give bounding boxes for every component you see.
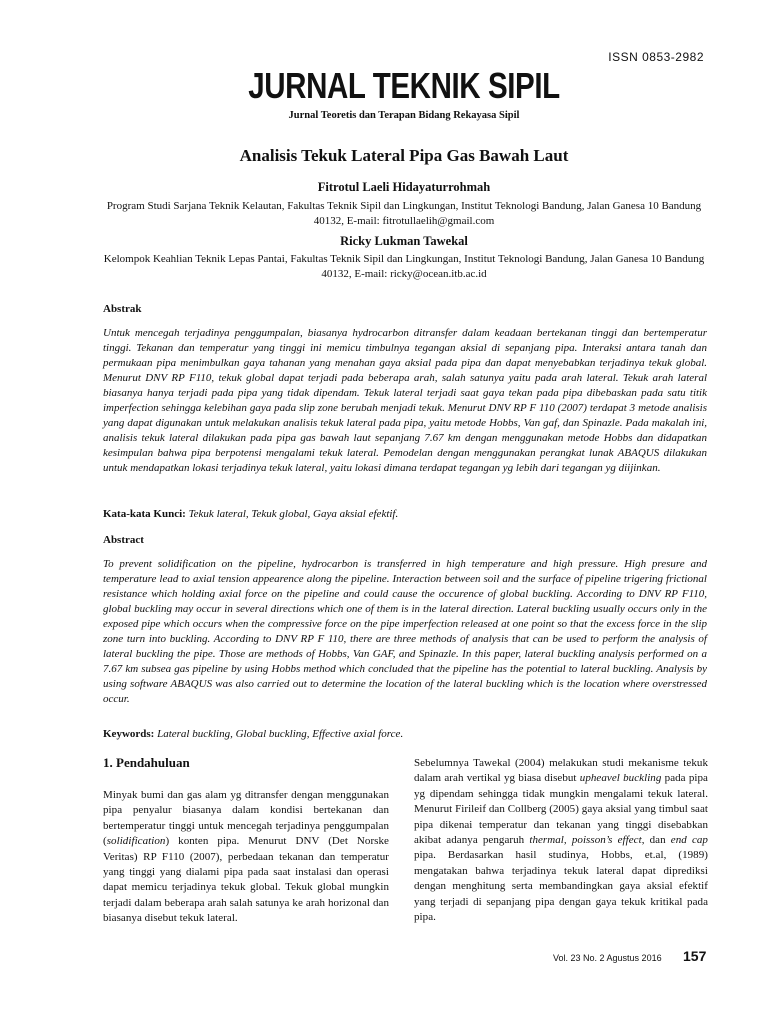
journal-subtitle: Jurnal Teoretis dan Terapan Bidang Rekayasa Sipil [288, 110, 520, 121]
body-column-left [103, 788, 389, 927]
body-italic-term: solidification [106, 835, 166, 848]
kata-kunci-line [103, 508, 707, 520]
footer-volume: Vol. 23 No. 2 Agustus 2016 [553, 953, 662, 963]
keywords-label: Keywords: [103, 728, 155, 740]
author-affiliation-2: Kelompok Keahlian Teknik Lepas Pantai, Fakultas Teknik Sipil dan Lingkungan, Institut Teknologi Bandung, Jalan Ganesa 10 Bandung 40132, E-mail: ricky@ocean.itb.ac.id [103, 253, 705, 280]
body-italic-term: end cap [670, 834, 708, 847]
abstrak-body: Untuk mencegah terjadinya penggumpalan, biasanya hydrocarbon ditransfer dalam keadaan bertekanan tinggi dan bertemperatur tinggi. Tekanan dan temperatur yang tinggi ini memicu timbulnya tegangan aksial di sepanjang pipa. Interaksi antara tanah dan permukaan pipa menimbulkan gaya tahanan yang menahan gaya aksial pada pipa dan dapat menyebabkan terjadinya tekuk global. Menurut DNV RP F110, tekuk global dapat terjadi pada beberapa arah, salah satunya yaitu pada arah lateral. Tekuk arah lateral biasanya hanya terjadi pada pipa yang tidak dipendam. Tekuk lateral terjadi saat gaya tekan pada pipa dibebaskan pada satu titik imperfection sehingga kelebihan gaya pada slip zone berubah menjadi tekuk. Menurut DNV RP F 110 (2007) terdapat 3 metode analisis yang dapat digunakan untuk melakukan analisis tekuk lateral pada pipa, yaitu metode Hobbs, Van gaf, dan Spinazle. Pada makalah ini, analisis tekuk lateral dilakukan pada pipa gas bawah laut sepanjang 7.67 km dengan menggunakan metode Hobbs dan didapatkan kesimpulan bahwa pipa berpotensi mengalami tekuk lateral. Pemodelan dengan menggunakan perangkat lunak ABAQUS dilakukan untuk mendapatkan lokasi terjadinya tekuk lateral, yaitu lokasi dimana terdapat tegangan yg lebih dari tegangan yg diijinkan. [103, 327, 707, 474]
body-text: , dan [641, 834, 671, 847]
body-text: Minyak bumi dan gas alam yg ditransfer dengan menggunakan pipa penyalur biasanya dalam kondisi bertekanan dan bertemperatur tinggi untuk mencegah terjadinya penggumpalan ( [103, 789, 389, 848]
author-affiliation-1: Program Studi Sarjana Teknik Kelautan, Fakultas Teknik Sipil dan Lingkungan, Institut Teknologi Bandung, Jalan Ganesa 10 Bandung 40132, E-mail: fitrotullaelih@gmail.com [106, 200, 702, 227]
body-text: Sebelumnya Tawekal (2004) melakukan studi mekanisme tekuk dalam arah vertikal yg biasa disebut [414, 757, 708, 785]
keywords-values: Lateral buckling, Global buckling, Effective axial force. [157, 728, 404, 740]
author-name-1: Fitrotul Laeli Hidayaturrohmah [317, 180, 491, 194]
section-heading-pendahuluan: 1. Pendahuluan [103, 755, 190, 770]
article-title: Analisis Tekuk Lateral Pipa Gas Bawah Laut [239, 146, 569, 165]
abstract-heading: Abstract [103, 534, 144, 546]
abstrak-heading: Abstrak [103, 303, 142, 315]
issn-label: ISSN 0853-2982 [608, 50, 704, 64]
body-text: pada pipa yg dipendam sehingga tidak mungkin mengalami tekuk lateral. Menurut Firileif dan Collberg (2005) gaya aksial yang timbul saat pipa dikenai temperatur dan tekanan yang tinggi disebabkan akibat adanya pengaruh [414, 772, 708, 847]
body-italic-term: upheavel buckling [579, 772, 662, 785]
body-text: pipa. Berdasarkan hasil studinya, Hobbs, et.al, (1989) mengatakan bahwa terjadinya tekuk lateral dapat diprediksi dengan menghitung serta membandingkan gaya aksial efektif yang terjadi di sepanjang pipa dengan gaya tekuk kritikal pada pipa. [414, 849, 708, 924]
body-column-right [414, 756, 708, 925]
body-italic-term: thermal, poisson’s effect [529, 834, 642, 847]
footer-page-number: 157 [683, 948, 707, 964]
journal-title: JURNAL TEKNIK SIPIL [248, 65, 560, 106]
author-name-2: Ricky Lukman Tawekal [340, 234, 468, 248]
abstract-body: To prevent solidification on the pipeline, hydrocarbon is transferred in high temperature and high pressure. High presure and temperature lead to axial tension appearence along the pipeline. Interaction between soil and the surface of pipeline trigering frictional resistance which holding axial force on the pipeline and could cause the occurence of global buckling. According to DNV RP F110, global buckling may occur in several directions which one of them is in the lateral direction. Lateral buckling usually occurs only in the exposed pipe which occurs when the compressive force on the pipe imperfection released at one point so that the excess force in the slip zone turn into buckling. According to DNV RP F 110, there are three methods of analysis that can be used to perform the analysis of lateral buckling the pipe. Those are methods of Hobbs, Van GAF, and Spinazle. In this paper, lateral buckling analysis performed on a 7.67 km subsea gas pipeline by using Hobbs method which concluded that the pipeline has the potential to lateral buckling. Analysis by using software ABAQUS was also carried out to determine the location of the lateral buckling which is the location where overstressed occur. [103, 558, 707, 705]
kata-kunci-label: Kata-kata Kunci: [103, 508, 186, 520]
body-text: ) konten pipa. Menurut DNV (Det Norske Veritas) RP F110 (2007), perbedaan tekanan dan temperatur yang tinggi yang dialami pipa pada saat instalasi dan operasi dapat memicu terjadinya tekuk global. Tekuk global mungkin terjadi dalam beberapa arah salah satunya ke arah horizonal dan biasanya disebut tekuk lateral. [103, 835, 389, 925]
kata-kunci-values: Tekuk lateral, Tekuk global, Gaya aksial efektif. [188, 508, 399, 520]
keywords-line [103, 728, 707, 740]
